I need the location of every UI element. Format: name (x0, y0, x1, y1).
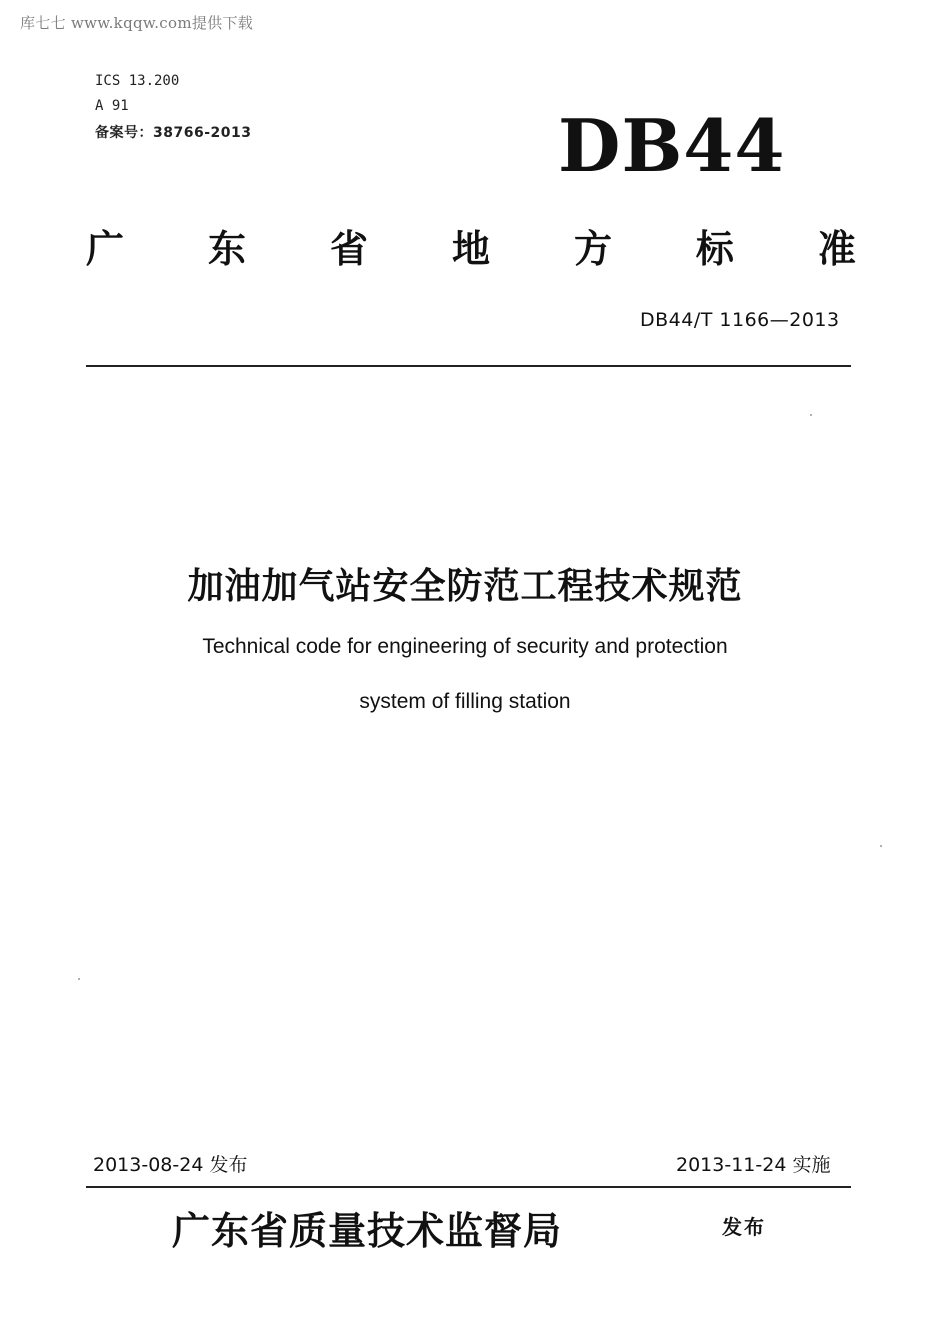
standard-type-char: 东 (207, 227, 246, 271)
record-number: 备案号：38766-2013 (95, 125, 252, 141)
standard-type-heading (86, 218, 856, 273)
standard-type-char: 标 (695, 227, 734, 271)
scan-speck (78, 978, 80, 980)
standard-type-char: 地 (451, 227, 490, 271)
document-title-cn: 加油加气站安全防范工程技术规范 (187, 566, 743, 607)
standard-type-char: 方 (573, 227, 612, 271)
standard-type-char: 省 (329, 227, 368, 271)
watermark-text: 库七七 www.kqqw.com提供下载 (20, 14, 254, 32)
issue-date: 2013-08-24 发布 (93, 1154, 248, 1176)
scan-speck (880, 845, 882, 847)
document-title-en-line2: system of filling station (359, 690, 571, 713)
header-divider (86, 365, 851, 367)
issuing-authority: 广东省质量技术监督局 (172, 1208, 563, 1253)
document-title-en-line1: Technical code for engineering of security and protection (202, 635, 728, 658)
footer-divider (86, 1186, 851, 1188)
implementation-date: 2013-11-24 实施 (676, 1154, 831, 1176)
classification-code: A 91 (95, 98, 129, 114)
scan-speck (810, 414, 812, 416)
ics-code: ICS 13.200 (95, 73, 180, 89)
standard-number: DB44/T 1166—2013 (640, 309, 840, 331)
standard-type-char: 准 (817, 227, 856, 271)
standard-type-char: 广 (86, 227, 125, 271)
issued-label: 发布 (722, 1215, 766, 1239)
standard-code-logo: DB44 (558, 103, 786, 188)
